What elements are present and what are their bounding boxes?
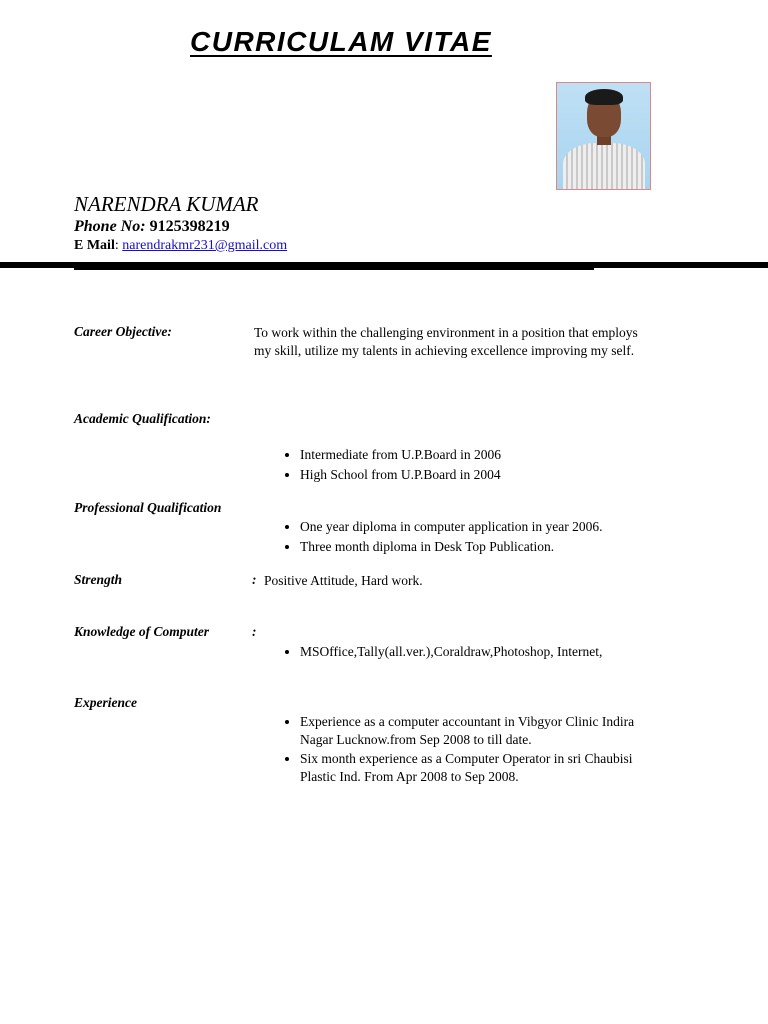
experience-label: Experience bbox=[74, 695, 137, 710]
list-item: • MSOffice,Tally(all.ver.),Coraldraw,Photoshop, Internet, bbox=[300, 643, 660, 661]
list-item: • Six month experience as a Computer Operator in sri Chaubisi Plastic Ind. From Apr 2008 to Sep 2008. bbox=[300, 750, 650, 785]
list-item: • Intermediate from U.P.Board in 2006 bbox=[300, 446, 660, 464]
strength-text: Positive Attitude, Hard work. bbox=[264, 573, 423, 588]
computer-list bbox=[276, 643, 660, 663]
list-item: • One year diploma in computer application in year 2006. bbox=[300, 518, 660, 536]
academic-label: Academic Qualification: bbox=[74, 411, 211, 426]
list-item: • Three month diploma in Desk Top Publication. bbox=[300, 538, 660, 556]
strength-label: Strength bbox=[74, 572, 123, 587]
document-title: CURRICULAM VITAE bbox=[190, 26, 492, 57]
phone-value: 9125398219 bbox=[149, 218, 230, 235]
phone-label: Phone No: bbox=[74, 218, 146, 235]
list-item: • High School from U.P.Board in 2004 bbox=[300, 466, 660, 484]
list-item: • Experience as a computer accountant in Vibgyor Clinic Indira Nagar Lucknow.from Sep 2008 to till date. bbox=[300, 713, 650, 748]
professional-list bbox=[276, 518, 660, 557]
person-photo-icon bbox=[556, 82, 651, 190]
phone-line bbox=[74, 218, 230, 236]
header-divider-thin bbox=[74, 268, 594, 270]
professional-label: Professional Qualification bbox=[74, 500, 222, 515]
candidate-name: NARENDRA KUMAR bbox=[74, 192, 259, 216]
strength-colon: : bbox=[252, 572, 257, 587]
experience-list bbox=[276, 713, 650, 787]
computer-label: Knowledge of Computer bbox=[74, 624, 210, 639]
career-objective-text: To work within the challenging environment in a position that employs my skill, utilize my talents in achieving excellence improving my self. bbox=[254, 325, 638, 358]
email-line: E Mail: narendrakmr231@gmail.com bbox=[74, 238, 288, 253]
email-link[interactable]: narendrakmr231@gmail.com bbox=[122, 238, 288, 253]
career-objective-label: Career Objective: bbox=[74, 324, 172, 339]
academic-list bbox=[276, 446, 660, 485]
computer-colon: : bbox=[252, 624, 257, 639]
email-label: E Mail bbox=[74, 238, 115, 253]
